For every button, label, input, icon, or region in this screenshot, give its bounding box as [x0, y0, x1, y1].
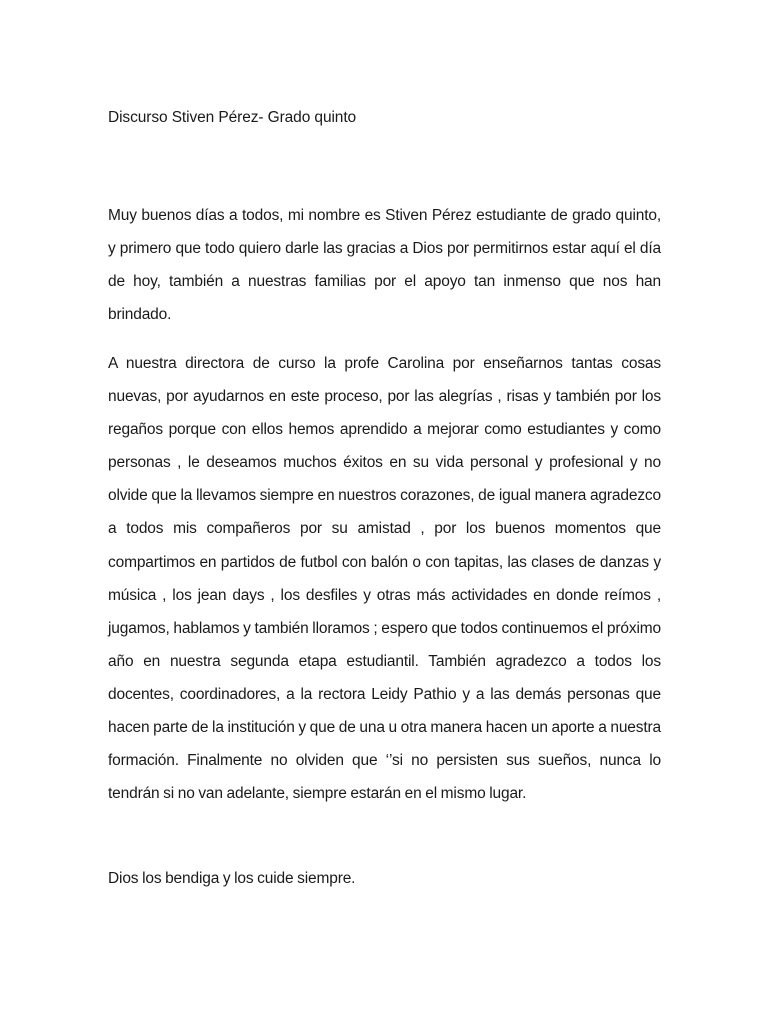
paragraph-text: Dios los bendiga y los cuide siempre. [108, 870, 356, 887]
paragraph-text: Muy buenos días a todos, mi nombre es Stiven Pérez estudiante de grado quinto, y primero que todo quiero darle las gracias a Dios por permitirnos estar aquí el día de hoy, también a nuestras familias por el apoyo tan inmenso que nos han brindado. [108, 207, 661, 324]
paragraph-text: A nuestra directora de curso la profe Carolina por enseñarnos tantas cosas nuevas, por ayudarnos en este proceso, por las alegrías , risas y también por los regaños porque con ellos hemos aprendido a mejorar como estudiantes y como personas , le deseamos muchos éxitos en su vida personal y profesional y no olvide que la llevamos siempre en nuestros corazones, de igual manera agradezco a todos mis compañeros por su amistad , por los buenos momentos que compartimos en partidos de futbol con balón o con tapitas, las clases de danzas y música , los jean days , los desfiles y otras más actividades en donde reímos , jugamos, hablamos y también lloramos ; espero que todos continuemos el próximo año en nuestra segunda etapa estudiantil. También agradezco a todos los docentes, coordinadores, a la rectora Leidy Pathio y a las demás personas que hacen parte de la institución y que de una u otra manera hacen un aporte a nuestra formación. Finalmente no olviden que ‘’si no persisten sus sueños, nunca lo tendrán si no van adelante, siempre estarán en el mismo lugar. [108, 355, 661, 803]
document-title: Discurso Stiven Pérez- Grado quinto [108, 109, 357, 126]
paragraph-thanks [108, 347, 661, 810]
paragraph-greeting [108, 199, 661, 331]
paragraph-closing [108, 862, 661, 895]
